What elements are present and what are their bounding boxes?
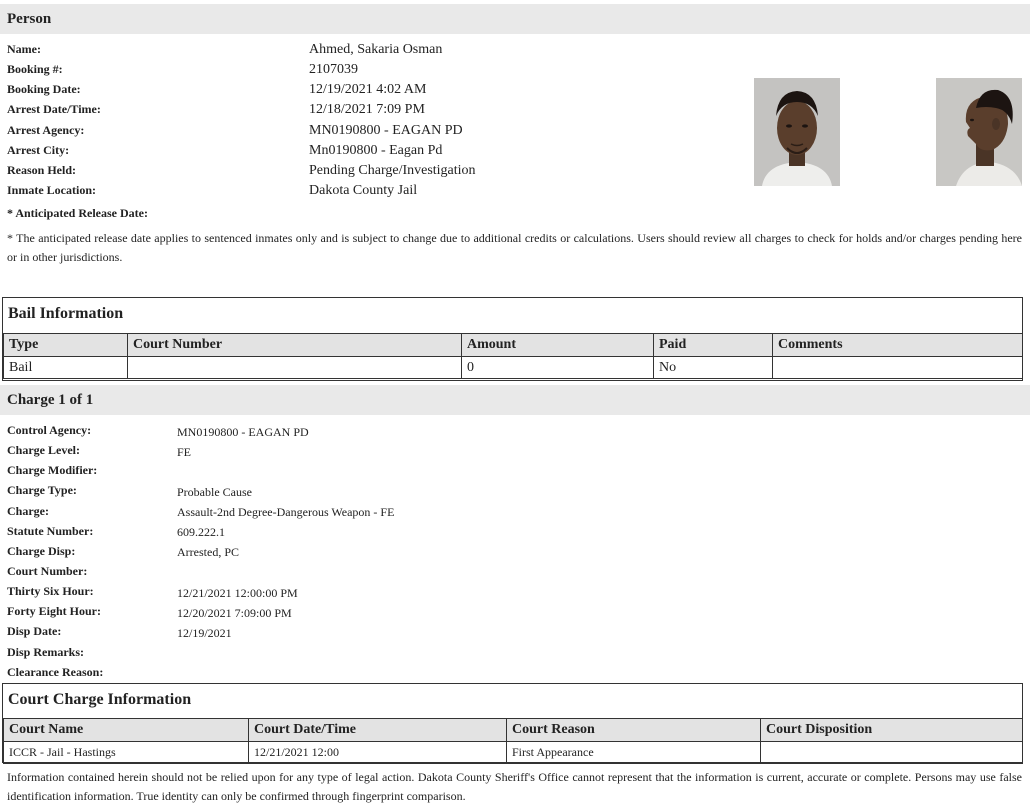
forty-eight-hour-label: Forty Eight Hour: [7, 604, 101, 618]
court-column-datetime: Court Date/Time [249, 719, 507, 742]
thirty-six-hour-label: Thirty Six Hour: [7, 584, 94, 598]
bail-information-title: Bail Information [8, 305, 124, 322]
booking-photo-front [754, 78, 840, 186]
bail-amount-cell: 0 [462, 357, 654, 379]
arrest-agency-label: Arrest Agency: [7, 123, 85, 137]
booking-number-label: Booking #: [7, 62, 63, 76]
charge-label: Charge: [7, 504, 49, 518]
court-column-disposition: Court Disposition [761, 719, 1023, 742]
table-row [4, 742, 1023, 764]
bail-column-amount: Amount [462, 334, 654, 357]
anticipated-release-note: * The anticipated release date applies to sentenced inmates only and is subject to change due to additional credits or calculations. Users should review all charges to check for holds and/or charges pending here or in other jurisdictions. [7, 231, 1022, 264]
clearance-reason-label: Clearance Reason: [7, 665, 104, 679]
court-column-reason: Court Reason [507, 719, 761, 742]
table-row [4, 357, 1023, 379]
charge-type-value: Probable Cause [177, 485, 252, 499]
charge-disp-label: Charge Disp: [7, 544, 76, 558]
charge-level-value: FE [177, 445, 192, 459]
charge-disp-value: Arrested, PC [177, 545, 239, 559]
court-column-name: Court Name [4, 719, 249, 742]
reason-held-value: Pending Charge/Investigation [309, 163, 476, 178]
booking-date-value: 12/19/2021 4:02 AM [309, 82, 427, 97]
booking-number-value: 2107039 [309, 62, 358, 77]
bail-comments-cell [773, 357, 1023, 379]
bail-table-header [4, 334, 1023, 357]
charge-level-label: Charge Level: [7, 443, 80, 457]
disp-date-value: 12/19/2021 [177, 626, 232, 640]
disp-date-label: Disp Date: [7, 624, 62, 638]
court-reason-cell: First Appearance [507, 742, 761, 764]
anticipated-release-label: * Anticipated Release Date: [7, 206, 148, 220]
name-label: Name: [7, 42, 41, 56]
bail-column-type: Type [4, 334, 128, 357]
control-agency-label: Control Agency: [7, 423, 92, 437]
bail-paid-cell: No [654, 357, 773, 379]
name-value: Ahmed, Sakaria Osman [309, 42, 443, 57]
disclaimer-text: Information contained herein should not be relied upon for any type of legal action. Dakota County Sheriff's Office cannot represent that the information is current, accurate or complete. Persons may use false identification information. True identity can only be confirmed through fingerprint comparison. [7, 770, 1022, 803]
charge-value: Assault-2nd Degree-Dangerous Weapon - FE [177, 505, 395, 519]
statute-number-label: Statute Number: [7, 524, 94, 538]
court-charge-title: Court Charge Information [8, 691, 192, 708]
court-number-label: Court Number: [7, 564, 88, 578]
thirty-six-hour-value: 12/21/2021 12:00:00 PM [177, 586, 298, 600]
court-name-cell: ICCR - Jail - Hastings [4, 742, 249, 764]
court-disposition-cell [761, 742, 1023, 764]
court-table [3, 718, 1023, 764]
arrest-datetime-value: 12/18/2021 7:09 PM [309, 102, 425, 117]
arrest-city-value: Mn0190800 - Eagan Pd [309, 143, 443, 158]
control-agency-value: MN0190800 - EAGAN PD [177, 425, 309, 439]
charge-type-label: Charge Type: [7, 483, 77, 497]
charge-modifier-label: Charge Modifier: [7, 463, 98, 477]
booking-photo-profile [936, 78, 1022, 186]
bail-column-comments: Comments [773, 334, 1023, 357]
forty-eight-hour-value: 12/20/2021 7:09:00 PM [177, 606, 292, 620]
booking-date-label: Booking Date: [7, 82, 81, 96]
arrest-city-label: Arrest City: [7, 143, 70, 157]
bail-column-paid: Paid [654, 334, 773, 357]
bail-table [3, 333, 1023, 379]
charge-section-header: Charge 1 of 1 [0, 385, 1030, 415]
person-section-header: Person [0, 4, 1030, 34]
court-datetime-cell: 12/21/2021 12:00 [249, 742, 507, 764]
reason-held-label: Reason Held: [7, 163, 76, 177]
bail-court-number-cell [128, 357, 462, 379]
arrest-datetime-label: Arrest Date/Time: [7, 102, 101, 116]
bail-column-court-number: Court Number [128, 334, 462, 357]
inmate-location-label: Inmate Location: [7, 183, 96, 197]
statute-number-value: 609.222.1 [177, 525, 225, 539]
disp-remarks-label: Disp Remarks: [7, 645, 84, 659]
inmate-location-value: Dakota County Jail [309, 183, 418, 198]
court-table-header [4, 719, 1023, 742]
bail-type-cell: Bail [4, 357, 128, 379]
arrest-agency-value: MN0190800 - EAGAN PD [309, 123, 463, 138]
